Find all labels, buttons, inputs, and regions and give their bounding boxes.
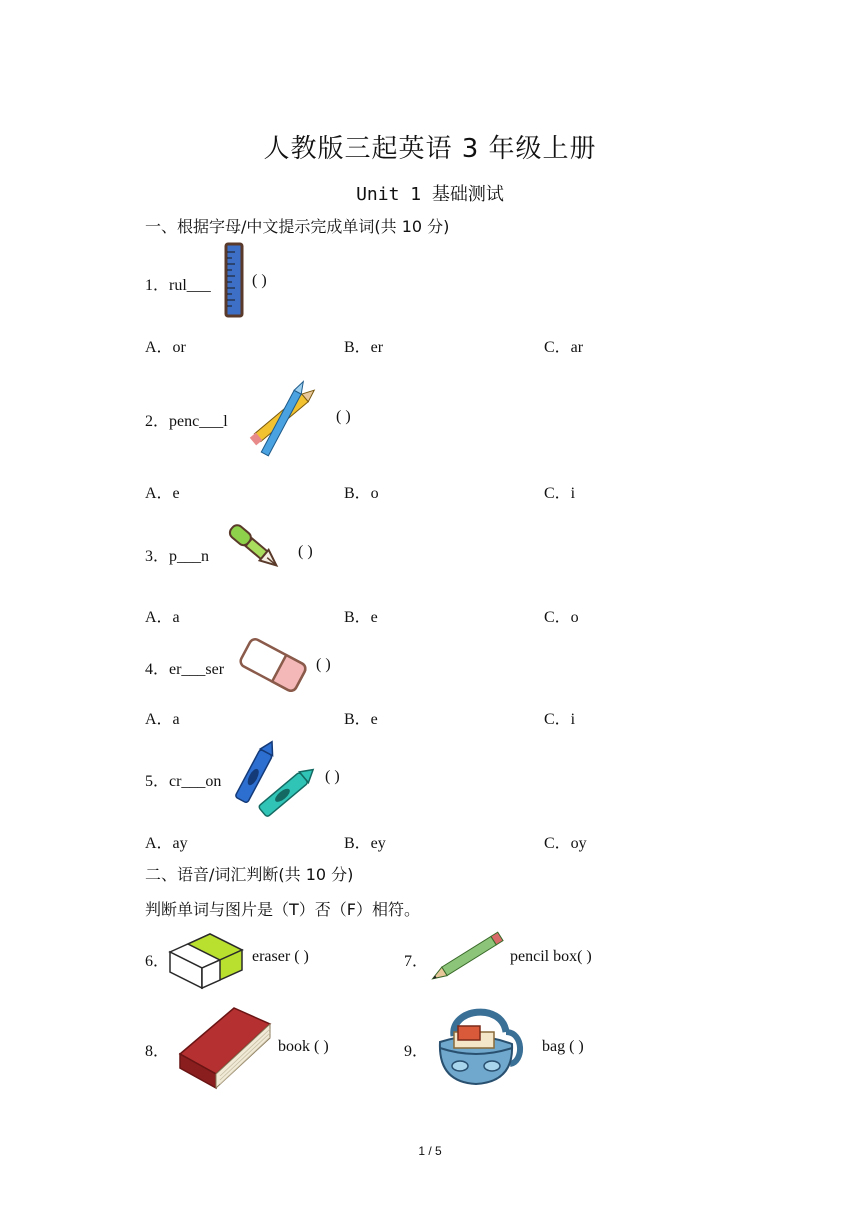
question-1-option-b[interactable]: B．er	[344, 339, 384, 356]
question-5-option-a[interactable]: A．ay	[145, 835, 188, 852]
page-subtitle: Unit 1 基础测试	[356, 184, 504, 205]
item-9-number: 9．	[404, 1043, 429, 1060]
section-2-heading: 二、语音/词汇判断(共 10 分)	[145, 865, 354, 884]
item-8-number: 8．	[145, 1043, 170, 1060]
page-number: 1 / 5	[418, 1144, 442, 1158]
pencils-icon	[240, 368, 330, 464]
item-9-word[interactable]: bag ( )	[542, 1038, 584, 1055]
question-1-option-c[interactable]: C．ar	[544, 339, 584, 356]
question-5-option-b[interactable]: B．ey	[344, 835, 386, 852]
crayons-icon	[232, 734, 314, 822]
eraser-icon	[238, 634, 308, 696]
question-1-option-a[interactable]: A．or	[145, 339, 186, 356]
red-book-icon	[174, 1004, 274, 1094]
question-5-text: 5．cr___on	[145, 773, 222, 790]
section-1-heading: 一、根据字母/中文提示完成单词(共 10 分)	[145, 217, 450, 236]
green-pencil-icon	[426, 926, 512, 986]
ruler-icon	[224, 242, 244, 318]
question-2-option-b[interactable]: B．o	[344, 485, 379, 502]
question-1-text: 1．rul___	[145, 277, 211, 294]
item-6-word[interactable]: eraser ( )	[252, 948, 309, 965]
item-7-number: 7．	[404, 953, 429, 970]
question-2-option-a[interactable]: A．e	[145, 485, 180, 502]
question-4-option-a[interactable]: A．a	[145, 711, 180, 728]
question-3-option-c[interactable]: C．o	[544, 609, 579, 626]
item-6-number: 6．	[145, 953, 170, 970]
blue-bag-icon	[432, 1002, 524, 1088]
question-2-answer-paren[interactable]: ( )	[336, 408, 351, 425]
question-2-text: 2．penc___l	[145, 413, 228, 430]
question-3-text: 3．p___n	[145, 548, 210, 565]
question-5-option-c[interactable]: C．oy	[544, 835, 587, 852]
question-4-option-c[interactable]: C．i	[544, 711, 576, 728]
question-3-option-b[interactable]: B．e	[344, 609, 378, 626]
item-7-word[interactable]: pencil box( )	[510, 948, 592, 965]
page-title: 人教版三起英语 3 年级上册	[263, 134, 597, 164]
question-4-option-b[interactable]: B．e	[344, 711, 378, 728]
question-2-option-c[interactable]: C．i	[544, 485, 576, 502]
fountain-pen-icon	[222, 516, 294, 584]
question-4-text: 4．er___ser	[145, 661, 225, 678]
green-eraser-icon	[166, 922, 246, 990]
question-4-answer-paren[interactable]: ( )	[316, 656, 331, 673]
section-2-instruction: 判断单词与图片是（T）否（F）相符。	[145, 900, 420, 919]
question-1-answer-paren[interactable]: ( )	[252, 272, 267, 289]
question-5-answer-paren[interactable]: ( )	[325, 768, 340, 785]
question-3-answer-paren[interactable]: ( )	[298, 543, 313, 560]
item-8-word[interactable]: book ( )	[278, 1038, 329, 1055]
question-3-option-a[interactable]: A．a	[145, 609, 180, 626]
